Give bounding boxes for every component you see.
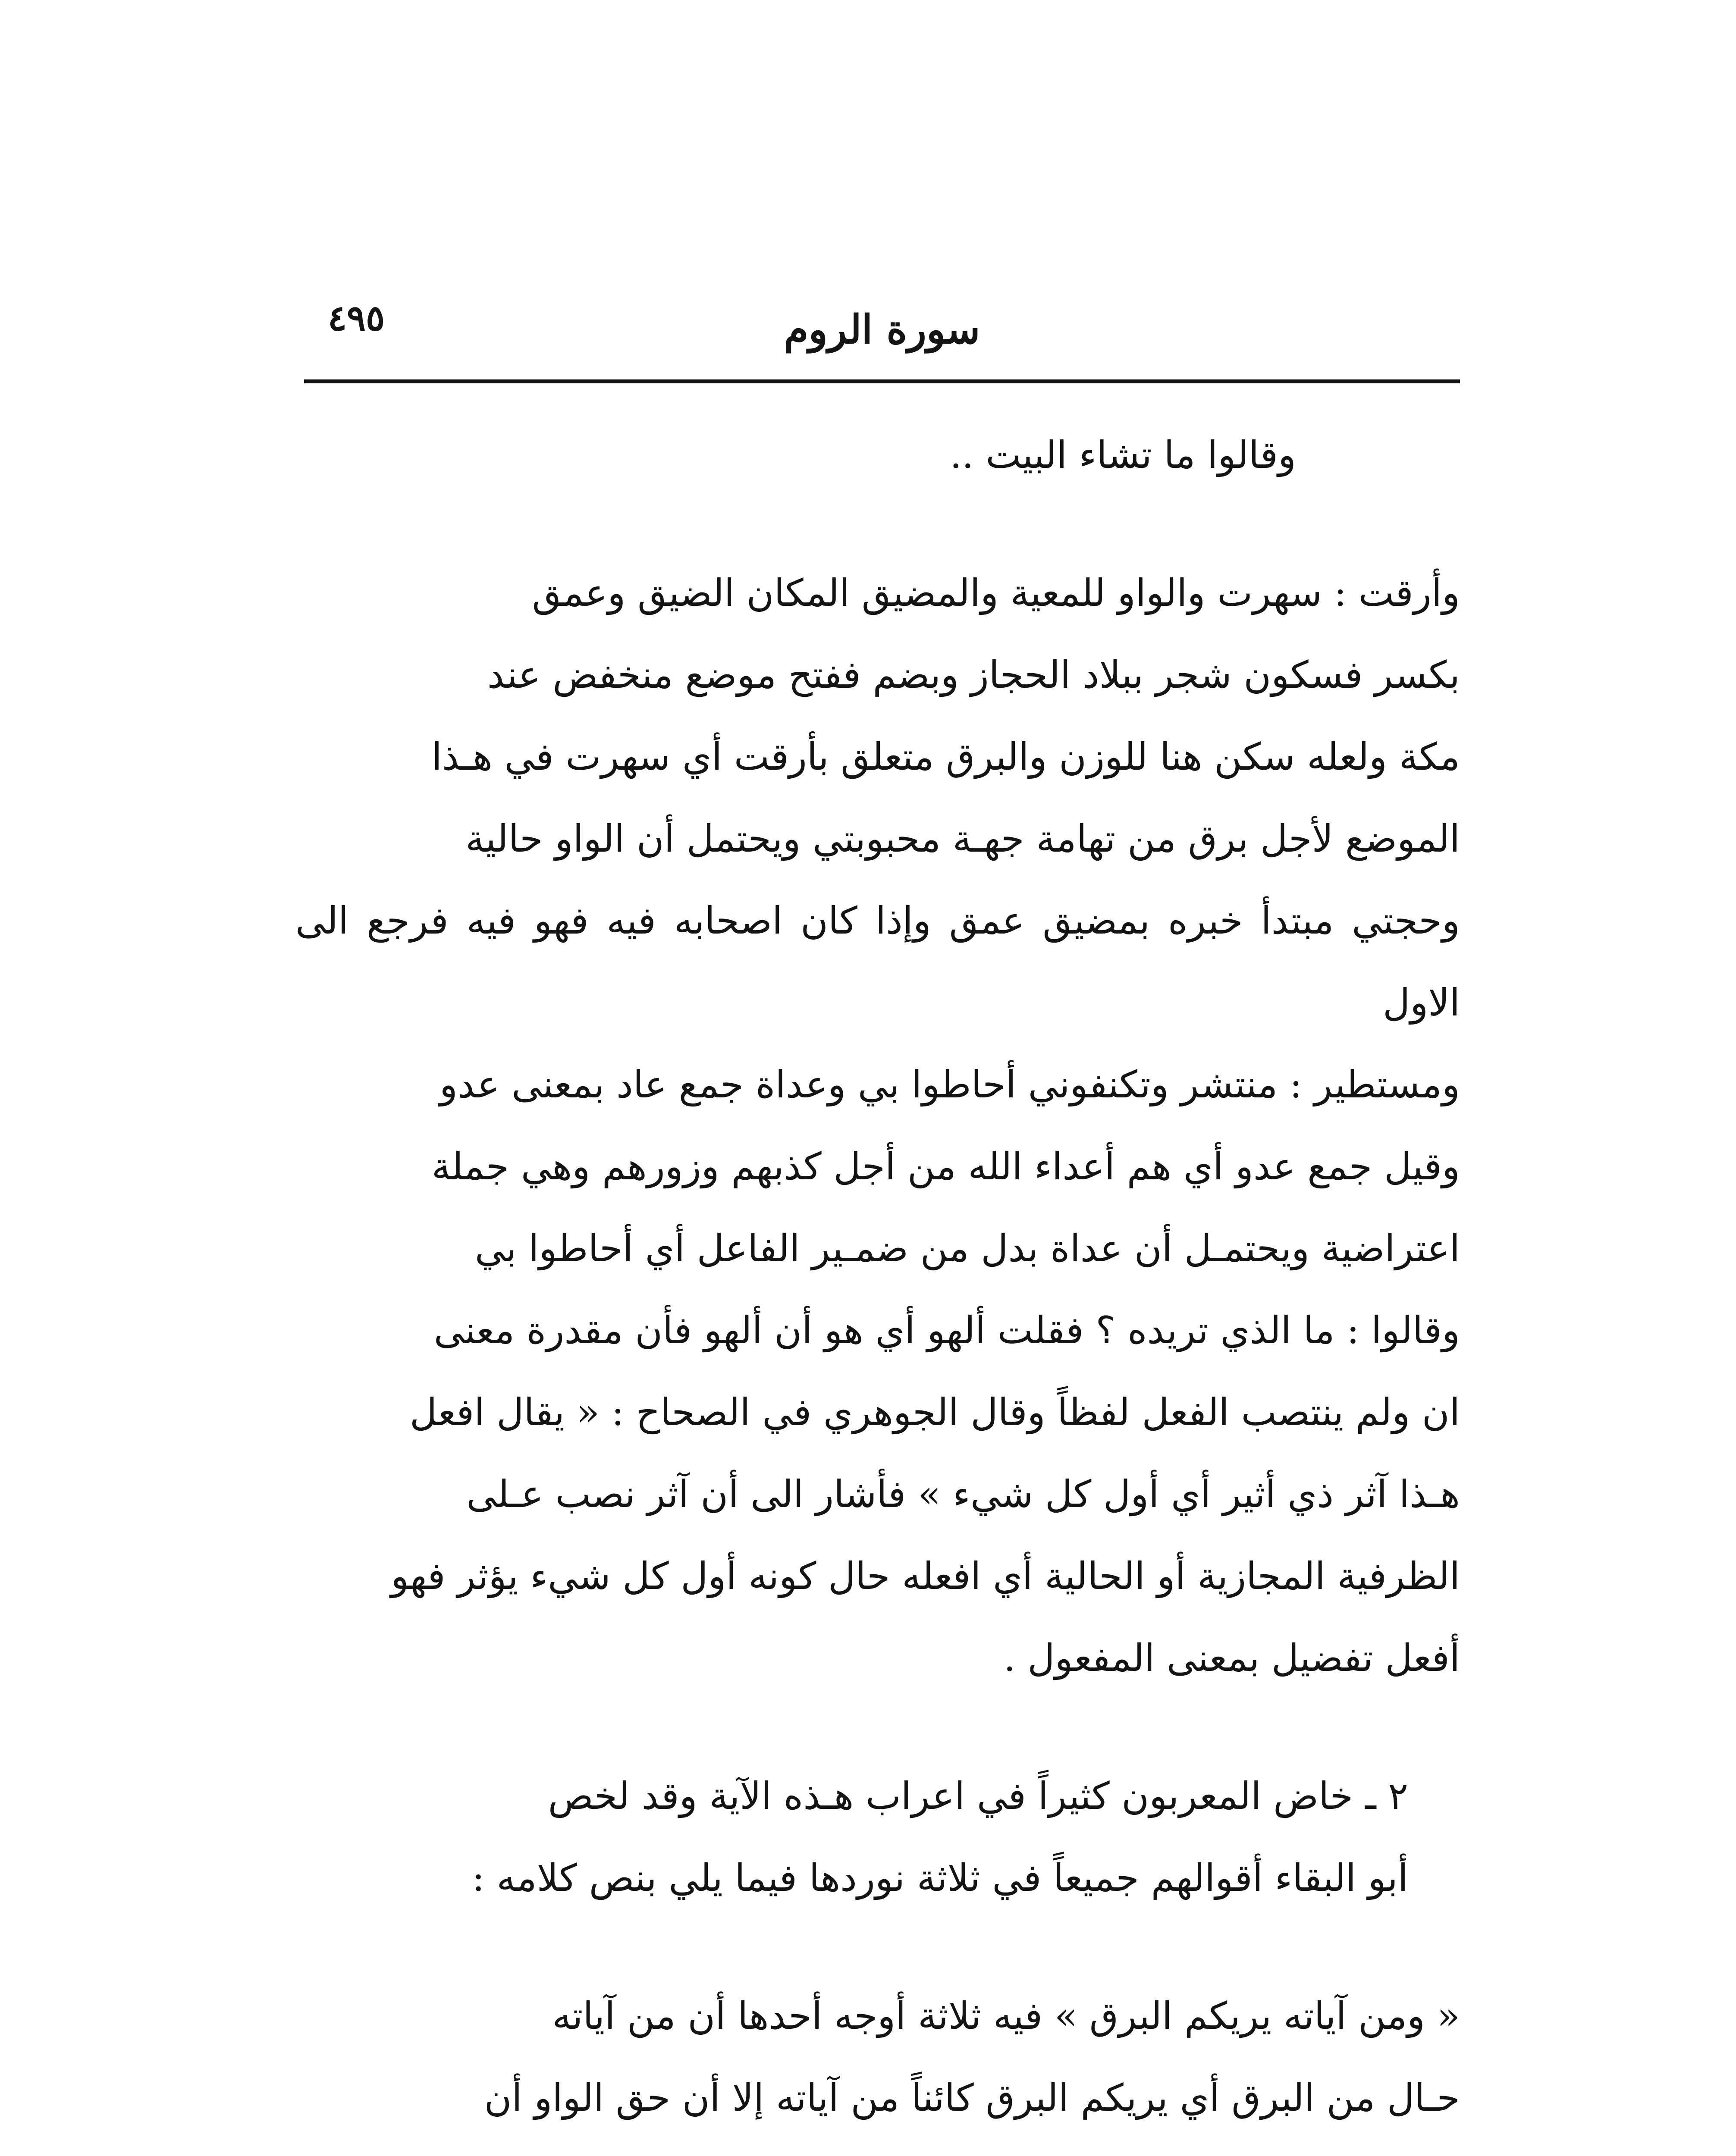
page-number: ٤٩٥ bbox=[328, 298, 385, 339]
text-line: مكة ولعله سكن هنا للوزن والبرق متعلق بأرقت أي سهرت في هـذا bbox=[431, 735, 1460, 779]
text-line: ٢ ـ خاض المعربون كثيراً في اعراب هـذه الآية وقد لخص bbox=[548, 1774, 1408, 1818]
text-line: بكسر فسكون شجر ببلاد الحجاز وبضم ففتح موضع منخفض عند bbox=[487, 653, 1460, 697]
text-line: أفعل تفضيل بمعنى المفعول . bbox=[1003, 1636, 1460, 1680]
commentary-paragraph bbox=[295, 552, 1460, 1699]
page-body bbox=[295, 414, 1460, 2156]
page-header bbox=[304, 267, 1460, 388]
numbered-note-paragraph bbox=[295, 1755, 1460, 1919]
text-line: الموضع لأجل برق من تهامة جهـة محبوبتي ويحتمل أن الواو حالية bbox=[465, 817, 1460, 861]
text-line: وأرقت : سهرت والواو للمعية والمضيق المكان الضيق وعمق bbox=[532, 571, 1460, 615]
running-title: سورة الروم bbox=[784, 306, 980, 353]
text-line: هـذا آثر ذي أثير أي أول كل شيء » فأشار الى أن آثر نصب عـلى bbox=[466, 1472, 1460, 1516]
text-line: ومستطير : منتشر وتكنفوني أحاطوا بي وعداة جمع عاد بمعنى عدو bbox=[439, 1062, 1460, 1106]
text-line: وحجتي مبتدأ خبره بمضيق عمق وإذا كان اصحابه فيه فهو فيه فرجع الى الاول bbox=[295, 899, 1460, 1025]
quotation-paragraph bbox=[295, 1975, 1460, 2156]
header-rule bbox=[304, 379, 1460, 383]
text-line bbox=[295, 2139, 1460, 2156]
text-line: حـال من البرق أي يريكم البرق كائناً من آياته إلا أن حق الواو أن bbox=[484, 2076, 1460, 2120]
text-line: وقيل جمع عدو أي هم أعداء الله من أجل كذبهم وزورهم وهي جملة bbox=[431, 1144, 1460, 1188]
text-line: ان ولم ينتصب الفعل لفظاً وقال الجوهري في الصحاح : « يقال افعل bbox=[409, 1390, 1460, 1434]
text-line: وقالوا ما تشاء البيت .. bbox=[950, 433, 1296, 477]
verse-line bbox=[295, 414, 1460, 496]
text-line: أبو البقاء أقوالهم جميعاً في ثلاثة نوردها فيما يلي بنص كلامه : bbox=[472, 1856, 1408, 1900]
text-line: وقالوا : ما الذي تريده ؟ فقلت ألهو أي هو أن ألهو فأن مقدرة معنى bbox=[433, 1308, 1460, 1352]
text-line: اعتراضية ويحتمـل أن عداة بدل من ضمـير الفاعل أي أحاطوا بي bbox=[474, 1226, 1460, 1270]
text-line: « ومن آياته يريكم البرق » فيه ثلاثة أوجه أحدها أن من آياته bbox=[552, 1994, 1460, 2038]
text-line: الظرفية المجازية أو الحالية أي افعله حال كونه أول كل شيء يؤثر فهو bbox=[390, 1554, 1460, 1598]
